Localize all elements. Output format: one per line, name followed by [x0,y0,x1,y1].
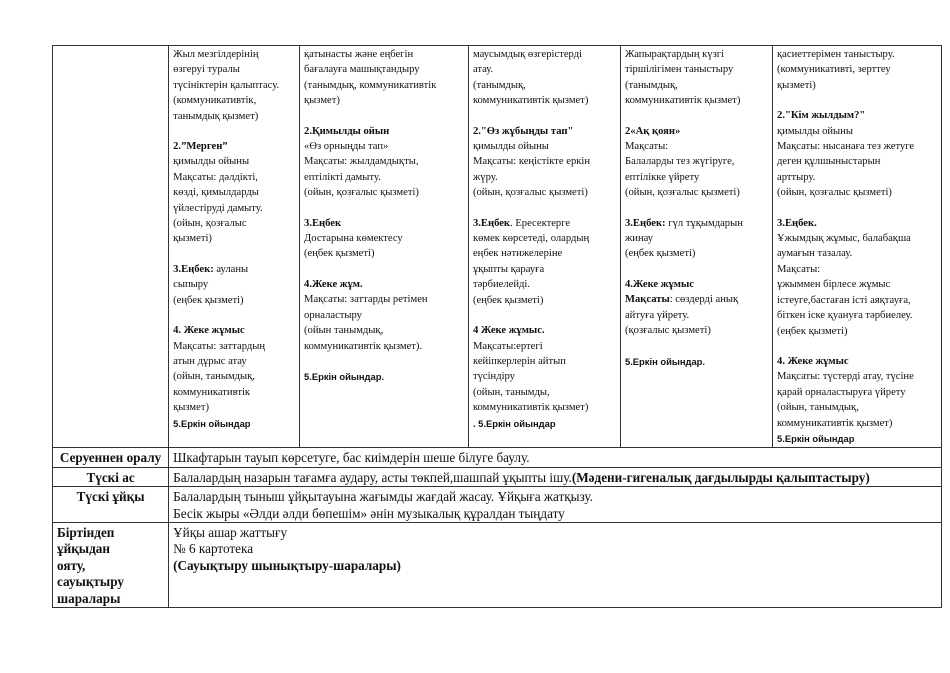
activity-line-text: түсіндіру [472,371,515,383]
activity-line [473,246,616,261]
activity-line [473,416,616,432]
spacer [777,339,937,354]
activity-line [473,47,616,62]
activity-line-text: Мақсаты: заттарды ретімен [304,294,428,306]
activity-line-text: (ойын, қозғалыс қызметі) [304,187,419,199]
activity-line-text: сыпыру [173,279,209,291]
activity-line-text: коммуникативтік қызмет) [472,402,589,414]
activity-line-text: танымдық қызмет) [173,110,259,122]
activity-line-text: ұқыпты қарауға [472,263,545,275]
activity-line [625,139,768,154]
activity-line [625,170,768,185]
activity-line-text: Мақсаты: кеңістікте еркін [472,156,591,168]
activity-line [473,124,616,139]
activity-line-text: Мақсаты:ертегі [472,340,543,352]
activity-line [625,323,768,338]
activity-line-text: ептілікке үйрету [624,171,700,183]
activity-line-text: (еңбек қызметі) [472,294,544,306]
spacer [304,354,464,369]
activity-line-text: Мақсаты: жылдамдықты, [304,156,419,168]
activity-line-text: жинау [624,233,654,245]
activity-line-text: (ойын танымдық, [304,325,384,337]
activity-line-text: Мақсаты: дәлдікті, [173,171,258,183]
activity-line-text: (ойын, қозғалыс қызметі) [777,187,892,199]
activity-line-text: 2«Ақ қоян» [624,125,681,137]
activity-line [173,354,295,369]
activity-line-text: Жыл мезгілдерінің [173,49,259,60]
activity-line [173,339,295,354]
activity-line-text: (танымдық, [472,79,526,91]
spacer [173,308,295,323]
activity-line-text: айтуға үйрету. [624,309,690,321]
spacer [304,262,464,277]
activity-line [473,354,616,369]
activity-line-text: 3.Еңбек: [624,217,666,229]
activity-line [625,354,768,370]
activity-line [473,231,616,246]
activity-line-text: (еңбек қызметі) [173,294,244,306]
activity-line-text: 3.Еңбек: [173,263,214,275]
activity-line-text: деген құлшыныстарын [777,156,881,168]
activity-line [173,400,295,415]
activity-cell-day-4 [620,46,772,448]
activity-line [777,108,937,123]
wake-label-line: ұйқыдан [57,541,110,557]
activity-line-text: Мақсаты [624,294,670,306]
spacer [777,201,937,216]
activity-line [173,416,295,432]
activity-line-text: (еңбек қызметі) [777,325,848,337]
activity-line-text: істеуге,бастаған істі аяқтауға, [777,294,911,306]
activity-line [173,369,295,384]
activity-line-text: (коммуникативті, зерттеу [777,64,891,76]
activity-line [304,292,464,307]
activity-line [625,62,768,77]
activity-line [777,262,937,277]
activity-line-text: атын дұрыс атау [173,355,247,367]
activity-line [173,293,295,308]
lunch-label: Түскі ас [53,467,169,486]
activity-line-text: Достарына көмектесу [304,233,403,245]
activity-line-text: Мақсаты: [624,141,669,153]
activity-line [173,62,295,77]
activity-line-text: ептілікті дамыту. [304,171,381,183]
spacer [304,109,464,124]
activity-line [304,246,464,261]
activity-line-text: үйлестіруді дамыту. [173,202,263,214]
spacer [473,109,616,124]
activity-line [304,78,464,93]
activity-line [473,139,616,154]
wake-label-line: сауықтыру [57,574,124,590]
daily-plan-table [52,45,942,608]
nap-line-2: Бесік жыры «Әлди әлди бөпешім» әнін музыкалық құралдан тыңдату [173,505,565,521]
activity-line-text: 4.Жеке жұмыс [624,278,694,290]
activity-line [625,47,768,62]
activity-line-text: 5.Еркін ойындар [173,417,251,429]
activity-line-text: 2.Қимылды ойын [304,125,390,137]
activity-line-text: коммуникативтік қызмет). [304,340,423,352]
activity-line-text: коммуникативтік [173,386,251,398]
activity-line-text: орналастыру [304,309,362,321]
activity-line-text: (ойын, қозғалыс [173,218,247,230]
wake-line-3: (Сауықтыру шынықтыру-шаралары) [173,557,401,573]
spacer [625,339,768,354]
activity-line [625,231,768,246]
activity-line [777,246,937,261]
activity-line [473,262,616,277]
activity-line [173,201,295,216]
activity-line-text: бағалауға машықтандыру [304,64,420,76]
activity-line-text: (ойын, қозғалыс қызметі) [624,187,740,199]
activity-line-text: (еңбек қызметі) [304,248,375,260]
activity-line [473,78,616,93]
activity-line [777,139,937,154]
activity-line [777,124,937,139]
wake-label-line: Біртіндеп [57,524,115,540]
activity-line [173,231,295,246]
lunch-text: Балалардың назарын тағамға аудару, асты төкпей,шашпай ұқыпты ішу. [173,469,572,485]
spacer [625,201,768,216]
activity-line [625,246,768,261]
lunch-bold-text: (Мәдени-гигеналық дағдылырды қалыптастыру) [571,469,870,485]
activity-line-text: қимылды ойыны [472,141,549,153]
activity-line-text: (ойын, танымдық, [173,371,255,383]
activity-line [625,154,768,169]
wake-label-line: ояту, [57,557,86,573]
activity-line-text: Мақсаты: [777,263,821,275]
activity-line-text: коммуникативтік қызмет) [624,95,741,107]
activity-line [625,124,768,139]
activity-line-rest: ауланы [213,263,249,275]
activity-line-text: атау. [472,64,494,76]
activity-line-text: 5.Еркін ойындар [777,432,855,444]
spacer [625,262,768,277]
activity-line [625,308,768,323]
activity-line [473,369,616,384]
wake-label-line: шаралары [57,590,121,606]
activity-line [473,62,616,77]
activity-line [304,47,464,62]
activity-line-rest: гүл тұқымдарын [665,217,743,229]
activity-line [173,385,295,400]
activity-line-text: 3.Еңбек [304,217,342,229]
activity-line-text: көзді, қимылдарды [173,187,259,199]
wake-text-cell [169,522,942,607]
activity-line-text: (коммуникативтік, [173,95,257,107]
activity-line [777,78,937,93]
spacer [173,124,295,139]
activity-line [777,62,937,77]
activity-line [625,277,768,292]
nap-text-cell [169,487,942,523]
activity-line [473,93,616,108]
activity-line [173,216,295,231]
activity-line [473,216,616,231]
activity-line-text: қызмет) [304,95,340,107]
nap-line-1: Балалардың тыныш ұйқытауына жағымды жағдай жасау. Ұйқыға жатқызу. [173,489,594,505]
activity-line [304,185,464,200]
activity-line-text: (ойын, танымдық, [777,402,859,414]
activity-line [173,78,295,93]
activity-line [777,385,937,400]
activity-line-text: өзгеруі туралы [173,64,240,76]
activity-line [304,231,464,246]
activity-line [304,93,464,108]
spacer [173,247,295,262]
activity-line-text: қимылды ойыны [777,125,853,137]
activity-line [304,154,464,169]
activity-line-text: аумағын тазалау. [777,248,853,260]
activity-line [777,416,937,431]
activities-row [53,46,942,448]
lunch-row [53,467,942,486]
activity-line [473,323,616,338]
spacer [625,109,768,124]
activity-line-text: қызмет) [173,402,209,414]
walk-return-label: Серуеннен оралу [53,448,169,467]
spacer [473,308,616,323]
activity-line [777,154,937,169]
activity-line-text: біткен іске қуануға тәрбиелеу. [777,310,913,322]
activity-line [625,78,768,93]
walk-return-row [53,448,942,467]
activity-line [777,185,937,200]
activity-line [777,324,937,339]
activity-line-text: (ойын, танымды, [472,386,550,398]
activity-line-text: 2.”Мерген” [173,141,228,153]
activity-line-text: (танымдық, [624,79,678,91]
activity-line-text: 5.Еркін ойындар. [304,370,385,382]
activity-line [173,47,295,62]
activity-line [777,308,937,323]
activity-line-text: «Өз орныңды тап» [304,141,389,153]
activity-line-text: 3.Еңбек [472,217,511,229]
activity-line [625,216,768,231]
activity-line [173,262,295,277]
activity-line [777,369,937,384]
activity-line [173,323,295,338]
walk-return-text: Шкафтарын тауып көрсетуге, бас киімдерін шеше білуге баулу. [169,448,942,467]
activity-line-text: 4. Жеке жұмыс [777,355,849,367]
activity-line [304,308,464,323]
activity-line [304,277,464,292]
activity-line [304,139,464,154]
activity-line [625,93,768,108]
activity-line-text: 2."Кім жылдым?" [777,110,866,122]
wake-label [53,522,169,607]
activity-cell-day-1 [169,46,300,448]
activity-line [777,354,937,369]
activity-cell-day-3 [468,46,620,448]
activity-line-text: (танымдық, коммуникативтік [304,79,437,91]
activity-line [304,124,464,139]
activity-line [173,154,295,169]
activity-line-text: (ойын, қозғалыс қызметі) [472,187,588,199]
activity-line-text: кейіпкерлерін айтып [472,355,566,367]
activity-line-text: жүру. [472,171,498,183]
activity-line-text: Мақсаты: нысанаға тез жетуге [777,141,915,153]
activity-line [777,170,937,185]
nap-label: Түскі ұйқы [53,487,169,523]
spacer [473,201,616,216]
activity-line [304,62,464,77]
activity-line-text: қасиеттерімен таныстыру. [777,49,895,60]
activity-line-text: Балаларды тез жүгіруге, [624,156,735,168]
activity-line-text: қарай орналастыруға үйрету [777,386,906,398]
activity-line-text: еңбек нәтижелеріне [472,248,563,260]
activity-cell-day-5 [773,46,942,448]
activity-line [173,93,295,108]
activity-line-text: қызметі) [173,233,212,245]
activity-line [173,139,295,154]
activity-line [304,170,464,185]
activity-line [473,170,616,185]
activity-line-text: Мақсаты: түстерді атау, түсіне [777,371,914,383]
activity-line [173,185,295,200]
activity-line-text: түсініктерін қалыптасу. [173,79,280,91]
activity-line [473,400,616,415]
activity-line-text: ұжыммен бірлесе жұмыс [777,279,891,291]
activity-line [304,216,464,231]
activity-line-text: (қозғалыс қызметі) [624,325,711,337]
activity-line [777,431,937,447]
activity-line [777,400,937,415]
activity-line-text: Мақсаты: заттардың [173,340,266,352]
spacer [777,93,937,108]
activity-line [173,277,295,292]
activity-line [625,292,768,307]
activity-line-text: арттыру. [777,171,816,183]
activity-line [173,170,295,185]
activity-line [473,154,616,169]
activity-line-text: коммуникативтік қызмет) [777,417,893,429]
wake-row [53,522,942,607]
wake-line-1: Ұйқы ашар жаттығу [173,524,288,540]
activity-line [777,231,937,246]
activity-line-text: маусымдық өзгерістерді [472,49,583,60]
activity-line-text: көмек көрсетеді, олардың [472,233,590,245]
activity-line [473,339,616,354]
activities-label-cell [53,46,169,448]
activity-line-text: коммуникативтік қызмет) [472,95,589,107]
activity-line-text: қимылды ойыны [173,156,250,168]
activity-line [304,323,464,338]
activity-line [473,293,616,308]
spacer [304,201,464,216]
activity-line [777,47,937,62]
activity-line [777,277,937,292]
activity-line-text: 5.Еркін ойындар. [624,355,706,367]
activity-line-text: тіршілігімен таныстыру [624,64,734,76]
activity-line [304,339,464,354]
activity-line [473,185,616,200]
activity-line-text: 4. Жеке жұмыс [173,325,245,337]
activity-line-text: . 5.Еркін ойындар [472,417,556,429]
activity-line [777,216,937,231]
activity-line-text: 4 Жеке жұмыс. [472,325,545,337]
nap-row [53,487,942,523]
activity-line-rest: : сөздерді анық [669,294,739,306]
activity-line-text: Ұжымдық жұмыс, балабақша [777,233,911,245]
activity-line-rest: . Ересектерге [510,217,571,229]
wake-line-2: № 6 картотека [173,541,254,557]
activity-line [625,185,768,200]
activity-line-text: қызметі) [777,79,816,91]
activity-line [304,369,464,385]
lunch-text-cell [169,467,942,486]
activity-line-text: 2."Өз жұбыңды тап" [472,125,574,137]
activity-line [173,109,295,124]
activity-cell-day-2 [300,46,469,448]
activity-line-text: 4.Жеке жұм. [304,278,363,290]
activity-line [473,385,616,400]
activity-line-text: тәрбиелейді. [472,279,530,291]
activity-line-text: (еңбек қызметі) [624,248,696,260]
activity-line [473,277,616,292]
activity-line-text: Жапырақтардың күзгі [624,49,725,60]
activity-line-text: қатынасты және еңбегін [304,49,414,60]
activity-line [777,293,937,308]
activity-line-text: 3.Еңбек. [777,217,817,229]
